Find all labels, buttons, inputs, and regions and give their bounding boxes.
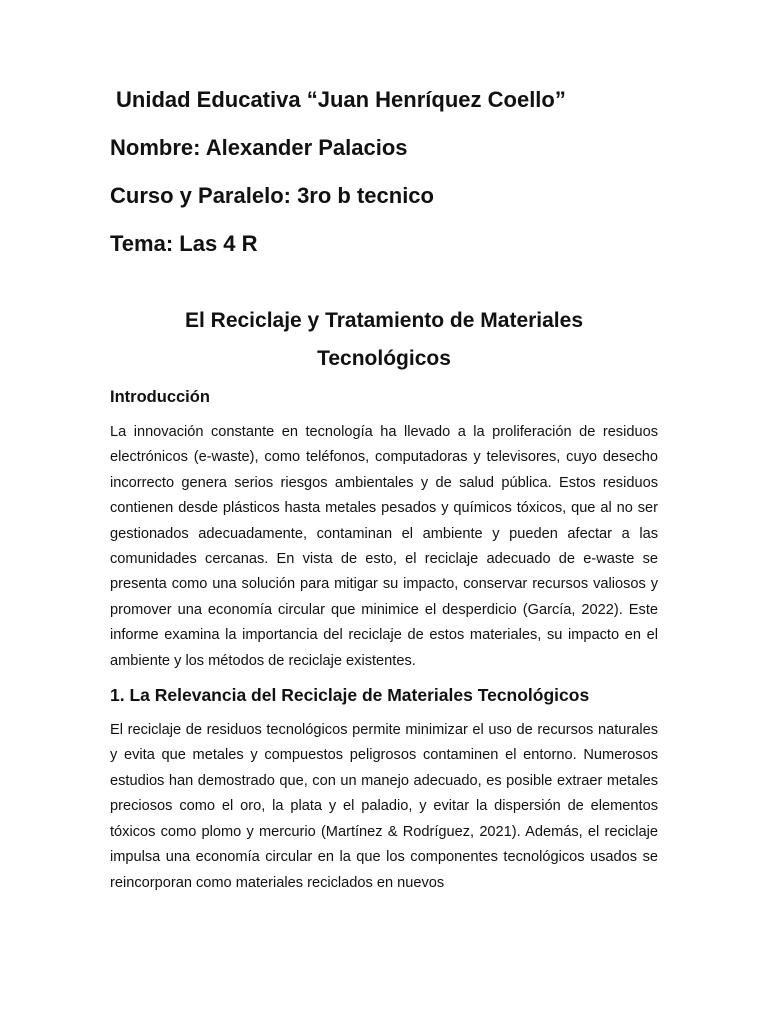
relevance-paragraph: El reciclaje de residuos tecnológicos permite minimizar el uso de recursos naturales y evita que metales y compuestos peligrosos contaminen el entorno. Numerosos estudios han demostrado que, con un manejo adecuado, es posible extraer metales preciosos como el oro, la plata y el paladio, y evitar la dispersión de elementos tóxicos como plomo y mercurio (Martínez & Rodríguez, 2021). Además, el reciclaje impulsa una economía circular en la que los componentes tecnológicos usados se reincorporan como materiales reciclados en nuevos [110, 722, 658, 891]
intro-heading: Introducción [110, 388, 210, 406]
school-name: Unidad Educativa “Juan Henríquez Coello” [116, 87, 566, 112]
relevance-heading: 1. La Relevancia del Reciclaje de Materiales Tecnológicos [110, 685, 590, 706]
intro-paragraph: La innovación constante en tecnología ha llevado a la proliferación de residuos electrónicos (e-waste), como teléfonos, computadoras y televisores, cuyo desecho incorrecto genera serios riesgos ambientales y de salud pública. Estos residuos contienen desde plásticos hasta metales pesados y químicos tóxicos, que al no ser gestionados adecuadamente, contaminan el ambiente y pueden afectar a las comunidades cercanas. En vista de esto, el reciclaje adecuado de e-waste se presenta como una solución para mitigar su impacto, conservar recursos valiosos y promover una economía circular que minimice el desperdicio (García, 2022). Este informe examina la importancia del reciclaje de estos materiales, su impacto en el ambiente y los métodos de reciclaje existentes. [110, 424, 658, 669]
course-line: Curso y Paralelo: 3ro b tecnico [110, 183, 434, 208]
document-title-line-2: Tecnológicos [317, 347, 451, 370]
topic-line: Tema: Las 4 R [110, 231, 258, 256]
document-title [110, 302, 658, 378]
student-name: Nombre: Alexander Palacios [110, 135, 408, 160]
document-title-line-1: El Reciclaje y Tratamiento de Materiales [184, 309, 583, 332]
